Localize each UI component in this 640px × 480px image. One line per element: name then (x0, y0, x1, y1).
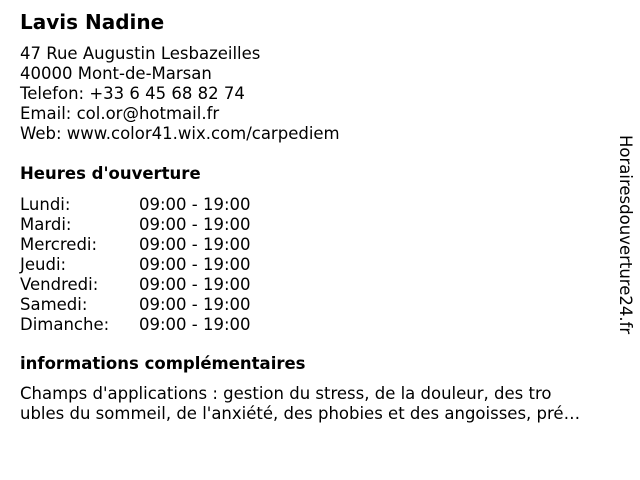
day-label: Mercredi: (20, 235, 98, 254)
additional-info-heading: informations complémentaires (20, 354, 306, 373)
city-address: 40000 Mont-de-Marsan (20, 64, 212, 83)
time-range: 09:00 - 19:00 (139, 315, 251, 334)
contact-block (20, 44, 340, 144)
day-label: Samedi: (20, 295, 88, 314)
website-line: Web: www.color41.wix.com/carpediem (20, 124, 340, 143)
day-label: Lundi: (20, 195, 71, 214)
day-label: Jeudi: (20, 255, 67, 274)
day-label: Mardi: (20, 215, 72, 234)
opening-hours-heading: Heures d'ouverture (20, 164, 201, 183)
time-range: 09:00 - 19:00 (139, 215, 251, 234)
additional-info-text (20, 384, 620, 424)
business-name: Lavis Nadine (20, 10, 165, 34)
day-label: Vendredi: (20, 275, 99, 294)
street-address: 47 Rue Augustin Lesbazeilles (20, 44, 261, 63)
time-range: 09:00 - 19:00 (139, 235, 251, 254)
time-range: 09:00 - 19:00 (139, 255, 251, 274)
phone-line: Telefon: +33 6 45 68 82 74 (20, 84, 245, 103)
additional-info-line: Champs d'applications : gestion du stress, de la douleur, des tro (20, 384, 552, 403)
email-line: Email: col.or@hotmail.fr (20, 104, 220, 123)
site-watermark: Horairesdouverture24.fr (616, 135, 635, 335)
time-range: 09:00 - 19:00 (139, 275, 251, 294)
time-range: 09:00 - 19:00 (139, 195, 251, 214)
day-label: Dimanche: (20, 315, 110, 334)
additional-info-line: ubles du sommeil, de l'anxiété, des phobies et des angoisses, pré… (20, 404, 581, 423)
time-range: 09:00 - 19:00 (139, 295, 251, 314)
